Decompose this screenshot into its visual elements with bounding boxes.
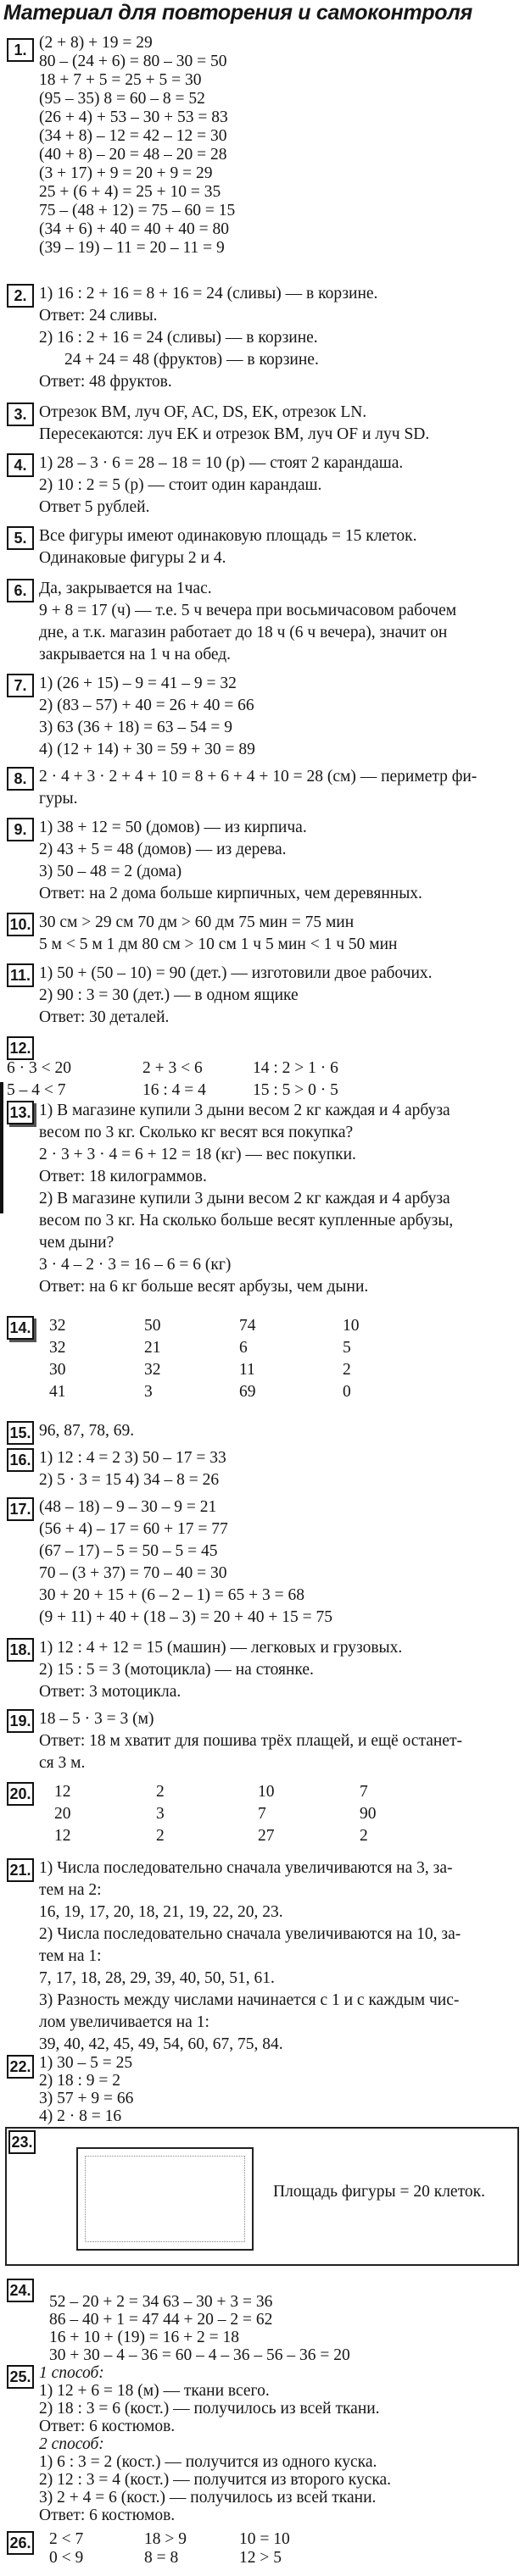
grid-cell: 30 — [49, 1361, 66, 1379]
task-number: 20. — [7, 1782, 34, 1806]
text-line: ся 3 м. — [39, 1754, 86, 1772]
grid-row — [49, 1359, 520, 1381]
text-line: (40 + 8) – 20 = 48 – 20 = 28 — [39, 146, 227, 164]
grid-cell: 6 — [239, 1339, 248, 1357]
text-line: 1) 28 – 3 · 6 = 28 – 18 = 10 (р) — стоят 2 карандаша. — [39, 454, 404, 472]
text-line: 1) 6 : 3 = 2 (кост.) — получится из одного куска. — [39, 2453, 377, 2471]
task-body — [39, 817, 520, 905]
task-13-margin-bar — [0, 1082, 3, 1213]
text-line: 70 – (3 + 37) = 70 – 40 = 30 — [39, 1564, 227, 1582]
grid-row — [7, 1058, 520, 1080]
grid-row — [54, 1781, 520, 1803]
text-line: 3) Разность между числами начинается с 1 и с каждым чис- — [39, 1991, 460, 2009]
grid-cell: 10 — [343, 1317, 360, 1335]
text-line: 2) (83 – 57) + 40 = 26 + 40 = 66 — [39, 697, 254, 714]
task-body — [39, 1496, 520, 1629]
task-body — [49, 2530, 520, 2568]
text-line: чем дыни? — [39, 1234, 114, 1252]
text-line: Ответ: 6 костюмов. — [39, 2418, 176, 2435]
task-number: 9. — [7, 818, 34, 841]
text-line: 2) 16 : 2 + 16 = 24 (сливы) — в корзине. — [39, 329, 318, 347]
text-line: Ответ: 3 мотоцикла. — [39, 1683, 182, 1701]
task-body — [39, 963, 520, 1029]
text-line: Да, закрывается на 1час. — [39, 580, 212, 597]
text-line: 1) 12 + 6 = 18 (м) — ткани всего. — [39, 2382, 270, 2400]
task-body — [39, 578, 520, 666]
text-line: (9 + 11) + 40 + (18 – 3) = 20 + 40 + 15 = 75 — [39, 1608, 332, 1626]
text-line: Ответ: 18 килограммов. — [39, 1168, 207, 1185]
task-number: 25. — [7, 2365, 34, 2389]
grid-cell: 2 — [360, 1827, 368, 1845]
text-line: Одинаковые фигуры 2 и 4. — [39, 549, 226, 567]
text-line: 1) В магазине купили 3 дыни весом 2 кг каждая и 4 арбуза — [39, 1102, 450, 1119]
grid-cell: 2 — [156, 1783, 165, 1801]
grid-cell: 2 — [156, 1827, 165, 1845]
grid-cell: 20 — [54, 1805, 71, 1823]
text-line: 24 + 24 = 48 (фруктов) — в корзине. — [64, 351, 319, 369]
text-line: (56 + 4) – 17 = 60 + 17 = 77 — [39, 1520, 228, 1538]
task-number: 18. — [7, 1638, 34, 1662]
text-line: (67 – 17) – 5 = 50 – 5 = 45 — [39, 1542, 218, 1560]
grid-cell: 3 — [144, 1383, 153, 1401]
text-line: Отрезок BM, луч OF, AC, DS, EK, отрезок LN. — [39, 403, 367, 421]
grid-cell: 50 — [144, 1317, 161, 1335]
text-line: тем на 2: — [39, 1881, 102, 1899]
text-line: 52 – 20 + 2 = 34 63 – 30 + 3 = 36 — [49, 2293, 273, 2311]
task-body — [49, 2293, 520, 2364]
text-line: 2 · 3 + 3 · 4 = 6 + 12 = 18 (кг) — вес покупки. — [39, 1146, 356, 1163]
text-line: гуры. — [39, 790, 78, 808]
text-line: 2) 10 : 2 = 5 (р) — стоит один карандаш. — [39, 476, 322, 494]
grid-cell: 12 — [54, 1783, 71, 1801]
grid-cell: 69 — [239, 1383, 256, 1401]
text-line: 1) 12 : 4 + 12 = 15 (машин) — легковых и грузовых. — [39, 1639, 403, 1657]
task-body — [39, 912, 520, 956]
task-body — [39, 2054, 520, 2125]
task-body — [39, 1637, 520, 1703]
grid-cell: 32 — [49, 1339, 66, 1357]
text-line: (39 – 19) – 11 = 20 – 11 = 9 — [39, 239, 225, 257]
task-body — [39, 2364, 520, 2524]
text-line: 80 – (24 + 6) = 80 – 30 = 50 — [39, 53, 227, 70]
text-line: 9 + 8 = 17 (ч) — т.е. 5 ч вечера при восьмичасовом рабочем — [39, 602, 457, 619]
text-line: (48 – 18) – 9 – 30 – 9 = 21 — [39, 1498, 217, 1516]
text-line: Ответ: 6 костюмов. — [39, 2507, 176, 2524]
text-line: 25 + (6 + 4) = 25 + 10 = 35 — [39, 183, 221, 201]
grid-cell: 32 — [144, 1361, 161, 1379]
text-line: 2) 43 + 5 = 48 (домов) — из дерева. — [39, 841, 287, 858]
text-line: весом по 3 кг. На сколько больше весят купленные арбузы, — [39, 1212, 454, 1230]
method-heading: 2 способ: — [39, 2435, 104, 2453]
grid-cell: 14 : 2 > 1 · 6 — [253, 1059, 338, 1077]
text-line: (26 + 4) + 53 – 30 + 53 = 83 — [39, 108, 228, 126]
text-line: 4) 2 · 8 = 16 — [39, 2107, 122, 2125]
task-body — [39, 1857, 520, 2056]
grid-cell: 11 — [239, 1361, 255, 1379]
grid-row — [49, 1315, 520, 1337]
text-line: Ответ 5 рублей. — [39, 498, 150, 516]
text-line: 2) 18 : 3 = 6 (кост.) — получилось из всей ткани. — [39, 2400, 380, 2418]
text-line: Ответ: 18 м хватит для пошива трёх плащей, и ещё останет- — [39, 1732, 462, 1750]
text-line: 2 · 4 + 3 · 2 + 4 + 10 = 8 + 6 + 4 + 10 = 28 (см) — периметр фи- — [39, 768, 478, 786]
task-23 — [5, 2127, 519, 2266]
grid-cell: 41 — [49, 1383, 66, 1401]
task-number: 8. — [7, 767, 34, 791]
task-number: 2. — [7, 284, 34, 308]
task-body — [39, 1100, 520, 1298]
task-body — [39, 1708, 520, 1774]
grid-cell: 10 = 10 — [239, 2530, 290, 2548]
task-body — [39, 283, 520, 393]
grid-cell: 8 = 8 — [144, 2549, 179, 2567]
task-body — [39, 525, 520, 569]
task-number: 5. — [7, 526, 34, 550]
grid-cell: 90 — [360, 1805, 377, 1823]
task-number: 7. — [7, 674, 34, 697]
text-line: (34 + 6) + 40 = 40 + 40 = 80 — [39, 220, 229, 238]
grid-cell: 32 — [49, 1317, 66, 1335]
text-line: 3) 50 – 48 = 2 (дома) — [39, 863, 182, 880]
task-number: 19. — [7, 1709, 34, 1733]
text-line: 18 – 5 · 3 = 3 (м) — [39, 1710, 154, 1728]
task-body — [39, 1447, 520, 1491]
text-line: 86 – 40 + 1 = 47 44 + 20 – 2 = 62 — [49, 2311, 273, 2329]
task-number: 4. — [7, 453, 34, 477]
grid-cell: 7 — [360, 1783, 368, 1801]
text-line: Ответ: 30 деталей. — [39, 1008, 170, 1026]
task-number: 1. — [7, 38, 34, 62]
text-line: 75 – (48 + 12) = 75 – 60 = 15 — [39, 202, 236, 219]
task-number: 14. — [7, 1316, 34, 1340]
text-line: дне, а т.к. магазин работает до 18 ч (6 ч вечера), значит он — [39, 624, 448, 641]
figure-grid — [85, 2156, 245, 2242]
task-number: 17. — [7, 1497, 34, 1521]
task-body — [39, 673, 520, 761]
text-line: 5 м < 5 м 1 дм 80 см > 10 см 1 ч 5 мин < 1 ч 50 мин — [39, 935, 398, 953]
text-line: Ответ: 24 сливы. — [39, 307, 158, 325]
text-line: (2 + 8) + 19 = 29 — [39, 34, 153, 52]
text-line: 30 см > 29 см 70 дм > 60 дм 75 мин = 75 мин — [39, 913, 355, 931]
text-line: Ответ: на 2 дома больше кирпичных, чем деревянных. — [39, 885, 422, 902]
task-number: 24. — [7, 2279, 34, 2302]
task-number: 15. — [7, 1421, 34, 1445]
grid-cell: 6 · 3 < 20 — [7, 1059, 71, 1077]
grid-cell: 12 — [54, 1827, 71, 1845]
grid-cell: 0 — [343, 1383, 351, 1401]
area-answer: Площадь фигуры = 20 клеток. — [273, 2183, 485, 2201]
task-number: 23. — [8, 2130, 36, 2154]
text-line: 3) 2 + 4 = 6 (кост.) — получилось из всей ткани. — [39, 2489, 377, 2507]
grid-row — [49, 2530, 520, 2549]
text-line: 39, 40, 42, 45, 49, 54, 60, 67, 75, 84. — [39, 2035, 283, 2053]
grid-cell: 16 : 4 = 4 — [142, 1081, 206, 1099]
text-line: 1) 30 – 5 = 25 — [39, 2054, 133, 2072]
grid-row — [54, 1825, 520, 1847]
grid-cell: 5 – 4 < 7 — [7, 1081, 66, 1099]
text-line: 2) 90 : 3 = 30 (дет.) — в одном ящике — [39, 986, 299, 1004]
text-line: 3) 57 + 9 = 66 — [39, 2090, 134, 2107]
task-body — [39, 1420, 520, 1442]
text-line: 1) 38 + 12 = 50 (домов) — из кирпича. — [39, 819, 307, 836]
text-line: 16 + 10 + (19) = 16 + 2 = 18 — [49, 2329, 239, 2346]
text-line: 96, 87, 78, 69. — [39, 1422, 135, 1440]
text-line: 3 · 4 – 2 · 3 = 16 – 6 = 6 (кг) — [39, 1256, 232, 1274]
task-number: 21. — [7, 1858, 34, 1882]
text-line: Все фигуры имеют одинаковую площадь = 15 клеток. — [39, 527, 417, 545]
grid-cell: 5 — [343, 1339, 351, 1357]
text-line: Ответ: на 6 кг больше весят арбузы, чем дыни. — [39, 1278, 369, 1296]
text-line: (3 + 17) + 9 = 20 + 9 = 29 — [39, 164, 213, 182]
text-line: 2) 12 : 3 = 4 (кост.) — получится из второго куска. — [39, 2471, 392, 2489]
text-line: Пересекаются: луч EK и отрезок BM, луч OF и луч SD. — [39, 425, 430, 443]
text-line: 16, 19, 17, 20, 18, 21, 19, 22, 20, 23. — [39, 1903, 283, 1921]
text-line: 2) 18 : 9 = 2 — [39, 2072, 121, 2090]
text-line: закрывается на 1 ч на обед. — [39, 646, 232, 663]
text-line: 4) (12 + 14) + 30 = 59 + 30 = 89 — [39, 741, 255, 758]
grid-cell: 0 < 9 — [49, 2549, 84, 2567]
grid-cell: 74 — [239, 1317, 256, 1335]
text-line: 18 + 7 + 5 = 25 + 5 = 30 — [39, 71, 202, 89]
page-header: Материал для повторения и самоконтроля — [3, 1, 472, 25]
text-line: весом по 3 кг. Сколько кг весят вся покупка? — [39, 1124, 354, 1141]
task-body — [54, 1781, 520, 1847]
text-line: 1) Числа последовательно сначала увеличиваются на 3, за- — [39, 1859, 453, 1877]
task-number: 12. — [7, 1036, 34, 1060]
grid-cell: 12 > 5 — [239, 2549, 282, 2567]
task-body — [7, 1058, 520, 1102]
task-number: 26. — [7, 2531, 34, 2555]
text-line: 1) 50 + (50 – 10) = 90 (дет.) — изготовили двое рабочих. — [39, 964, 433, 982]
grid-row — [49, 1337, 520, 1359]
text-line: Ответ: 48 фруктов. — [39, 373, 172, 391]
text-line: 2) 15 : 5 = 3 (мотоцикла) — на стоянке. — [39, 1661, 314, 1679]
text-line: лом увеличивается на 1: — [39, 2013, 209, 2031]
text-line: 1) 12 : 4 = 2 3) 50 – 17 = 33 — [39, 1449, 226, 1467]
text-line: тем на 1: — [39, 1947, 102, 1965]
task-number: 10. — [7, 913, 34, 936]
text-line: 2) Числа последовательно сначала увеличиваются на 10, за- — [39, 1925, 461, 1943]
grid-cell: 7 — [258, 1805, 266, 1823]
text-line: (95 – 35) 8 = 60 – 8 = 52 — [39, 90, 205, 108]
task-body — [49, 1315, 520, 1403]
task-body — [39, 766, 520, 810]
text-line: 2) 5 · 3 = 15 4) 34 – 8 = 26 — [39, 1471, 220, 1489]
task-number: 6. — [7, 579, 34, 602]
text-line: 30 + 20 + 15 + (6 – 2 – 1) = 65 + 3 = 68 — [39, 1586, 304, 1604]
grid-cell: 21 — [144, 1339, 161, 1357]
text-line: 3) 63 (36 + 18) = 63 – 54 = 9 — [39, 719, 232, 736]
grid-row — [49, 2549, 520, 2568]
text-line: 7, 17, 18, 28, 29, 39, 40, 50, 51, 61. — [39, 1969, 275, 1987]
text-line: 1) 16 : 2 + 16 = 8 + 16 = 24 (сливы) — в корзине. — [39, 285, 378, 303]
task-number: 13. — [7, 1101, 34, 1124]
grid-cell: 2 + 3 < 6 — [142, 1059, 203, 1077]
method-heading: 1 способ: — [39, 2364, 104, 2382]
grid-cell: 15 : 5 > 0 · 5 — [253, 1081, 338, 1099]
task-number: 11. — [7, 963, 34, 987]
grid-cell: 27 — [258, 1827, 275, 1845]
grid-row — [49, 1381, 520, 1403]
task-number: 3. — [7, 402, 34, 426]
grid-row — [7, 1080, 520, 1102]
grid-row — [54, 1803, 520, 1825]
grid-cell: 10 — [258, 1783, 275, 1801]
text-line: 30 + 30 – 4 – 36 = 60 – 4 – 36 – 56 – 36 = 20 — [49, 2346, 350, 2364]
task-body — [39, 452, 520, 519]
task-body — [39, 402, 520, 446]
grid-cell: 2 < 7 — [49, 2530, 84, 2548]
task-number: 16. — [7, 1448, 34, 1472]
text-line: 1) (26 + 15) – 9 = 41 – 9 = 32 — [39, 675, 237, 692]
grid-cell: 18 > 9 — [144, 2530, 187, 2548]
text-line: 2) В магазине купили 3 дыни весом 2 кг каждая и 4 арбуза — [39, 1190, 450, 1208]
rectangle-figure — [76, 2147, 254, 2251]
grid-cell: 3 — [156, 1805, 165, 1823]
grid-cell: 2 — [343, 1361, 351, 1379]
task-number: 22. — [7, 2055, 34, 2079]
task-body — [39, 34, 520, 258]
text-line: (34 + 8) – 12 = 42 – 12 = 30 — [39, 127, 227, 145]
